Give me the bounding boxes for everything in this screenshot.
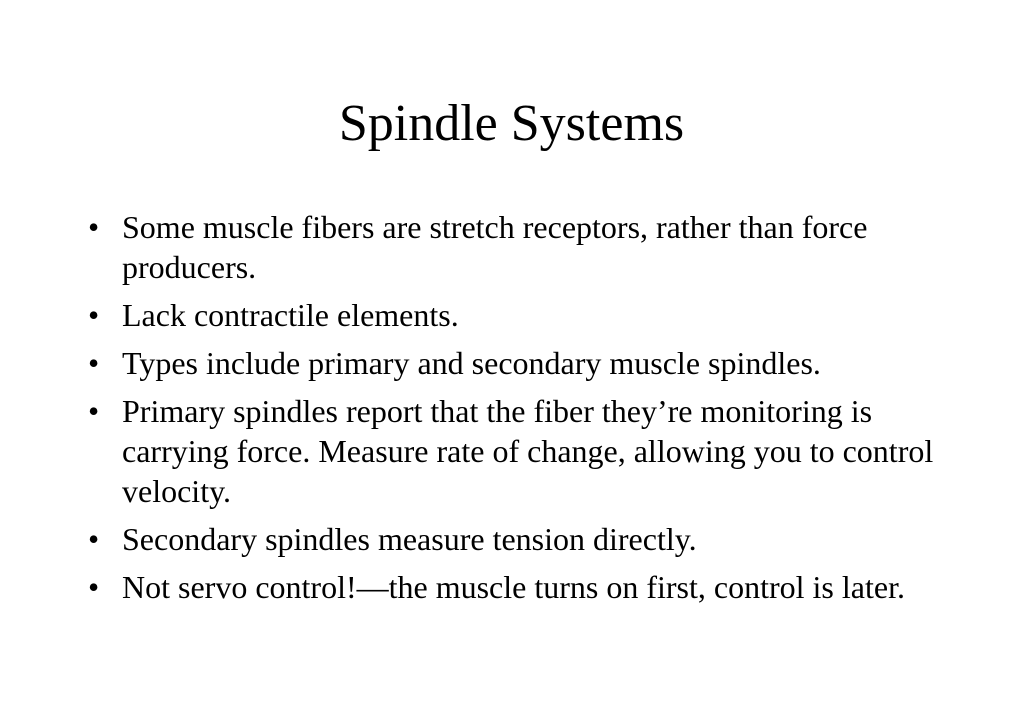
bullet-item bbox=[88, 567, 938, 607]
bullet-marker: • bbox=[88, 393, 100, 429]
bullet-text: Lack contractile elements. bbox=[122, 297, 459, 333]
bullet-marker: • bbox=[88, 209, 100, 245]
bullet-item bbox=[88, 343, 938, 383]
bullet-item bbox=[88, 295, 938, 335]
bullet-text: Secondary spindles measure tension directly. bbox=[122, 521, 697, 557]
slide-title: Spindle Systems bbox=[338, 95, 685, 152]
bullet-marker: • bbox=[88, 521, 100, 557]
bullet-text: Primary spindles report that the fiber they’re monitoring is carrying force. Measure rate of change, allowing you to control velocity. bbox=[122, 393, 934, 509]
bullet-item bbox=[88, 391, 938, 511]
bullet-item bbox=[88, 207, 938, 287]
bullet-marker: • bbox=[88, 569, 100, 605]
bullet-marker: • bbox=[88, 297, 100, 333]
bullet-marker: • bbox=[88, 345, 100, 381]
bullet-text: Not servo control!—the muscle turns on first, control is later. bbox=[122, 569, 905, 605]
bullet-text: Types include primary and secondary muscle spindles. bbox=[122, 345, 821, 381]
bullet-item bbox=[88, 519, 938, 559]
bullet-text: Some muscle fibers are stretch receptors, rather than force producers. bbox=[122, 209, 868, 285]
bullet-list bbox=[88, 207, 938, 615]
